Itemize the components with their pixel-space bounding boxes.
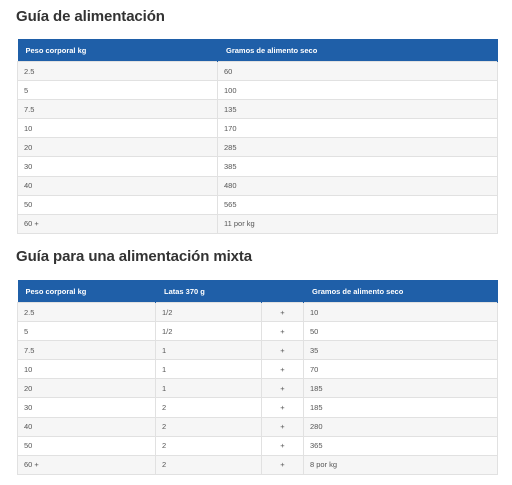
table-row <box>18 303 498 322</box>
table-row <box>18 322 498 341</box>
cell-dry-food-grams: 11 por kg <box>218 214 498 233</box>
table-header-row <box>18 39 498 62</box>
cell-cans: 2 <box>156 398 262 417</box>
table-header-row <box>18 280 498 303</box>
cell-dry-food-grams: 280 <box>304 417 498 436</box>
cell-body-weight: 2.5 <box>18 303 156 322</box>
table-row <box>18 417 498 436</box>
cell-plus: + <box>262 417 304 436</box>
cell-cans: 1/2 <box>156 303 262 322</box>
cell-dry-food-grams: 185 <box>304 379 498 398</box>
cell-dry-food-grams: 70 <box>304 360 498 379</box>
table-row <box>18 119 498 138</box>
cell-plus: + <box>262 360 304 379</box>
cell-plus: + <box>262 455 304 474</box>
cell-plus: + <box>262 379 304 398</box>
header-body-weight: Peso corporal kg <box>18 280 156 303</box>
cell-body-weight: 20 <box>18 138 218 157</box>
mixed-feeding-guide-table <box>17 280 498 475</box>
cell-body-weight: 50 <box>18 436 156 455</box>
cell-cans: 1 <box>156 360 262 379</box>
table-row <box>18 176 498 195</box>
header-dry-food-grams: Gramos de alimento seco <box>218 39 498 62</box>
header-cans: Latas 370 g <box>156 280 262 303</box>
cell-body-weight: 20 <box>18 379 156 398</box>
table-row <box>18 138 498 157</box>
cell-body-weight: 7.5 <box>18 100 218 119</box>
table-row <box>18 436 498 455</box>
cell-dry-food-grams: 170 <box>218 119 498 138</box>
cell-plus: + <box>262 398 304 417</box>
cell-dry-food-grams: 385 <box>218 157 498 176</box>
cell-cans: 1 <box>156 341 262 360</box>
cell-plus: + <box>262 341 304 360</box>
cell-dry-food-grams: 50 <box>304 322 498 341</box>
cell-body-weight: 5 <box>18 81 218 100</box>
cell-cans: 1/2 <box>156 322 262 341</box>
cell-body-weight: 10 <box>18 360 156 379</box>
cell-body-weight: 10 <box>18 119 218 138</box>
table-row <box>18 81 498 100</box>
cell-body-weight: 60 + <box>18 214 218 233</box>
feeding-guide-table <box>17 39 498 234</box>
cell-dry-food-grams: 285 <box>218 138 498 157</box>
cell-body-weight: 60 + <box>18 455 156 474</box>
cell-dry-food-grams: 10 <box>304 303 498 322</box>
cell-body-weight: 40 <box>18 176 218 195</box>
cell-cans: 2 <box>156 436 262 455</box>
cell-plus: + <box>262 436 304 455</box>
table-row <box>18 157 498 176</box>
cell-dry-food-grams: 8 por kg <box>304 455 498 474</box>
cell-cans: 2 <box>156 455 262 474</box>
cell-body-weight: 40 <box>18 417 156 436</box>
table-row <box>18 62 498 81</box>
cell-cans: 1 <box>156 379 262 398</box>
cell-body-weight: 7.5 <box>18 341 156 360</box>
table-row <box>18 455 498 474</box>
table-row <box>18 100 498 119</box>
table-row <box>18 360 498 379</box>
table-row <box>18 214 498 233</box>
cell-cans: 2 <box>156 417 262 436</box>
header-plus <box>262 280 304 303</box>
cell-dry-food-grams: 565 <box>218 195 498 214</box>
header-dry-food-grams: Gramos de alimento seco <box>304 280 498 303</box>
cell-body-weight: 50 <box>18 195 218 214</box>
feeding-guide-title: Guía de alimentación <box>16 8 165 25</box>
cell-body-weight: 30 <box>18 398 156 417</box>
cell-plus: + <box>262 322 304 341</box>
cell-dry-food-grams: 60 <box>218 62 498 81</box>
header-body-weight: Peso corporal kg <box>18 39 218 62</box>
cell-plus: + <box>262 303 304 322</box>
table-row <box>18 195 498 214</box>
cell-dry-food-grams: 135 <box>218 100 498 119</box>
mixed-feeding-guide-title: Guía para una alimentación mixta <box>16 248 253 265</box>
table-row <box>18 341 498 360</box>
cell-body-weight: 5 <box>18 322 156 341</box>
table-row <box>18 379 498 398</box>
cell-dry-food-grams: 365 <box>304 436 498 455</box>
cell-dry-food-grams: 35 <box>304 341 498 360</box>
cell-body-weight: 30 <box>18 157 218 176</box>
cell-dry-food-grams: 100 <box>218 81 498 100</box>
table-row <box>18 398 498 417</box>
cell-body-weight: 2.5 <box>18 62 218 81</box>
cell-dry-food-grams: 185 <box>304 398 498 417</box>
cell-dry-food-grams: 480 <box>218 176 498 195</box>
